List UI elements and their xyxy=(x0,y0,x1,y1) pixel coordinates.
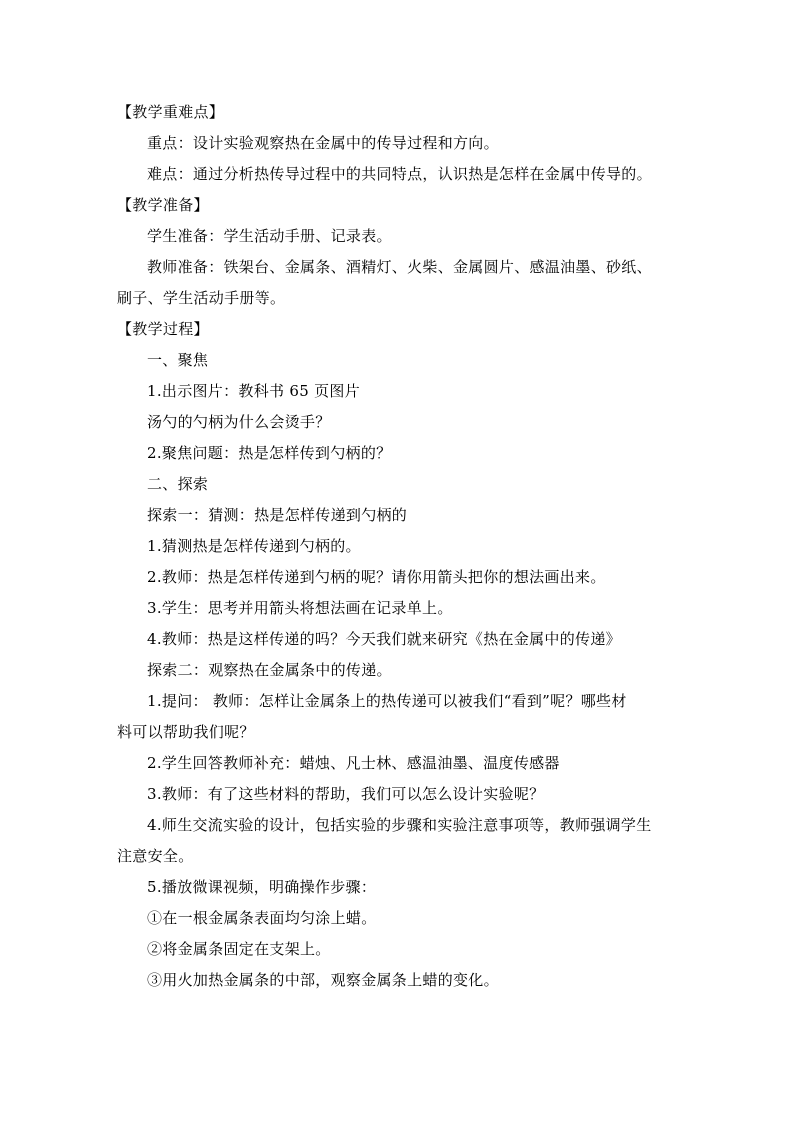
section-explore-title: 二、探索 xyxy=(147,475,209,493)
difficult-point-text: 难点：通过分析热传导过程中的共同特点，认识热是怎样在金属中传导的。 xyxy=(147,165,652,183)
focus-step-2: 2.聚焦问题：热是怎样传到勺柄的？ xyxy=(147,444,392,462)
student-preparation-text: 学生准备：学生活动手册、记录表。 xyxy=(147,227,392,245)
operation-step-1: ①在一根金属条表面均匀涂上蜡。 xyxy=(147,909,377,927)
teacher-preparation-text: 教师准备：铁架台、金属条、酒精灯、火柴、金属圆片、感温油墨、砂纸、 xyxy=(147,258,652,276)
focus-step-1: 1.出示图片：教科书 65 页图片 xyxy=(147,382,361,400)
heading-teaching-preparation: 【教学准备】 xyxy=(117,196,209,214)
explore-two-step-1-continued: 料可以帮助我们呢？ xyxy=(117,723,255,741)
teacher-preparation-continued: 刷子、学生活动手册等。 xyxy=(117,289,286,307)
explore-one-step-1: 1.猜测热是怎样传递到勺柄的。 xyxy=(147,537,361,555)
explore-two-step-4: 4.师生交流实验的设计，包括实验的步骤和实验注意事项等，教师强调学生 xyxy=(147,816,652,834)
explore-one-step-3: 3.学生：思考并用箭头将想法画在记录单上。 xyxy=(147,599,453,617)
key-point-text: 重点：设计实验观察热在金属中的传导过程和方向。 xyxy=(147,134,499,152)
explore-two-step-4-continued: 注意安全。 xyxy=(117,847,194,865)
focus-question: 汤勺的勺柄为什么会烫手？ xyxy=(147,413,331,431)
operation-step-2: ②将金属条固定在支架上。 xyxy=(147,940,331,958)
explore-two-step-3: 3.教师：有了这些材料的帮助，我们可以怎么设计实验呢？ xyxy=(147,785,545,803)
explore-two-step-2: 2.学生回答教师补充：蜡烛、凡士林、感温油墨、温度传感器 xyxy=(147,754,560,772)
explore-two-title: 探索二：观察热在金属条中的传递。 xyxy=(147,661,392,679)
explore-two-step-1: 1.提问： 教师：怎样让金属条上的热传递可以被我们“看到”呢？哪些材 xyxy=(147,692,627,710)
section-focus-title: 一、聚焦 xyxy=(147,351,209,369)
explore-two-step-5: 5.播放微课视频，明确操作步骤： xyxy=(147,878,377,896)
explore-one-step-4: 4.教师：热是这样传递的吗？今天我们就来研究《热在金属中的传递》 xyxy=(147,630,621,648)
heading-teaching-key-difficult-points: 【教学重难点】 xyxy=(117,103,225,121)
operation-step-3: ③用火加热金属条的中部，观察金属条上蜡的变化。 xyxy=(147,971,499,989)
explore-one-title: 探索一：猜测：热是怎样传递到勺柄的 xyxy=(147,506,408,524)
explore-one-step-2: 2.教师：热是怎样传递到勺柄的呢？请你用箭头把你的想法画出来。 xyxy=(147,568,606,586)
heading-teaching-process: 【教学过程】 xyxy=(117,320,209,338)
